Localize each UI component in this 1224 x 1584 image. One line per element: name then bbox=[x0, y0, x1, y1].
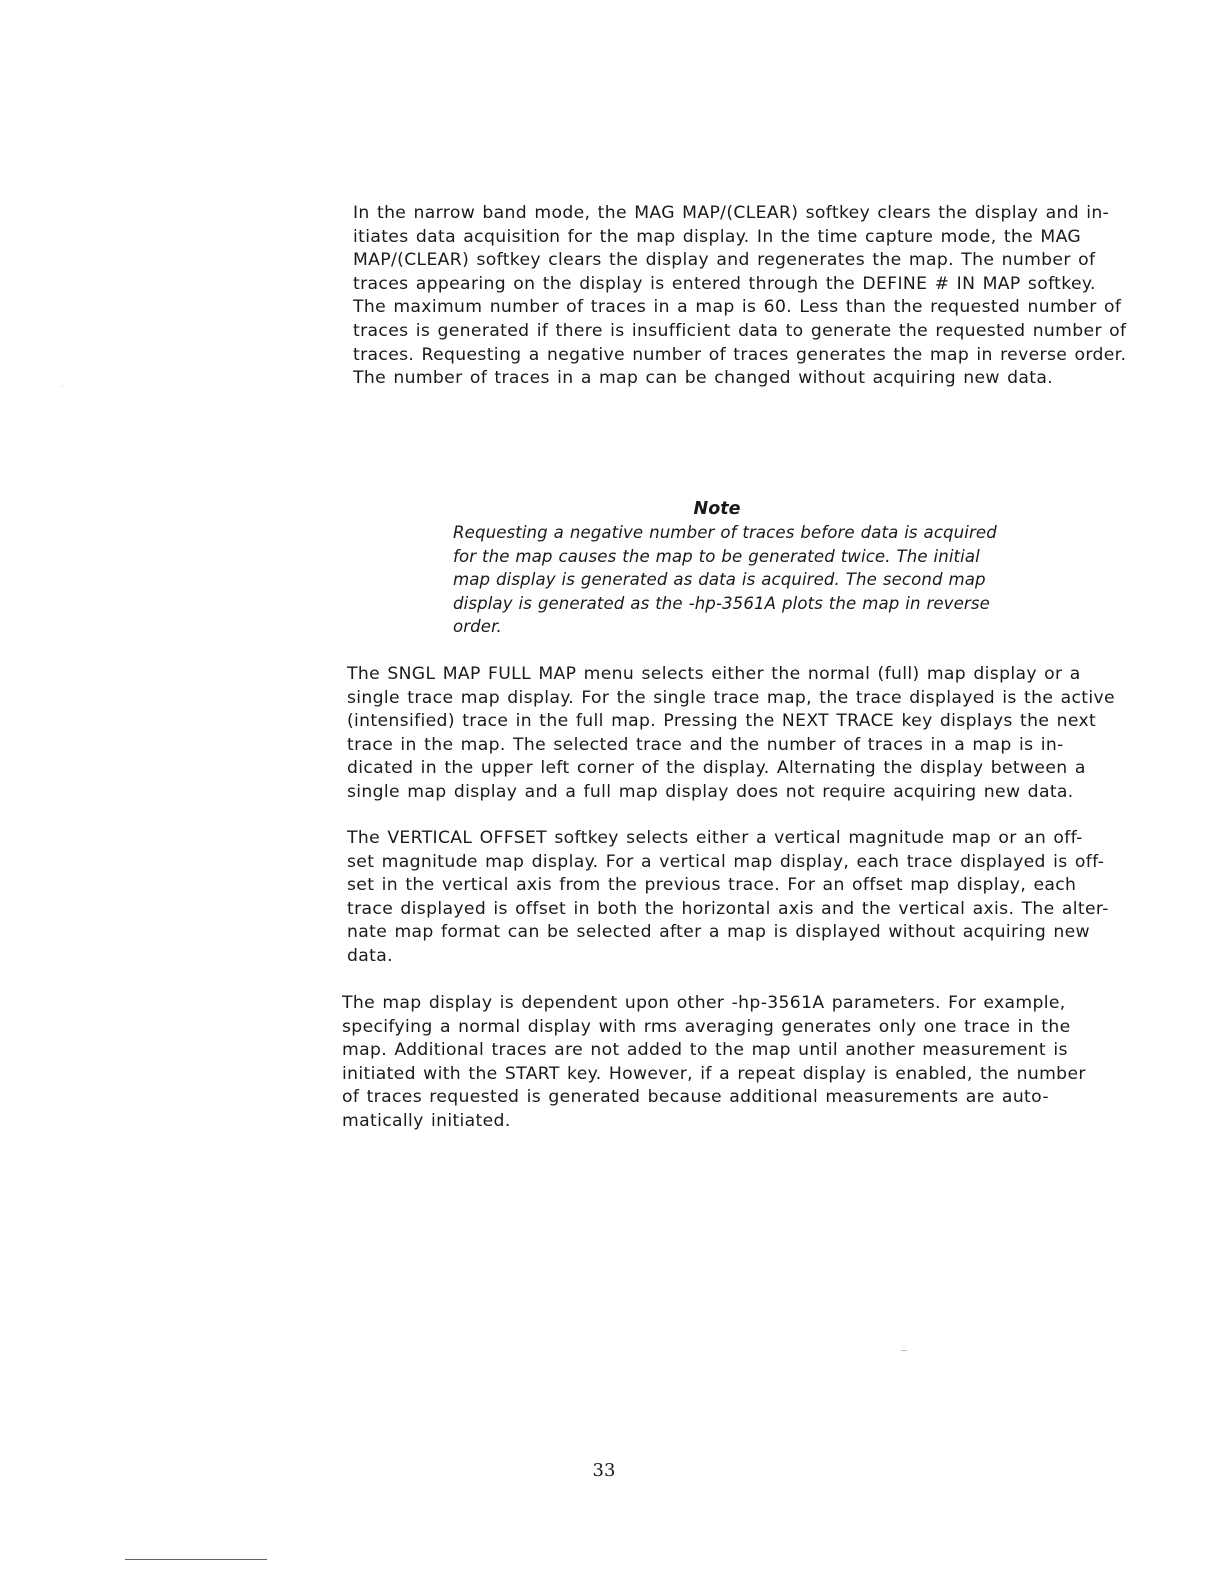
text-line: itiates data acquisition for the map display. In the time capture mode, the MAG bbox=[353, 226, 1082, 247]
text-line: traces is generated if there is insufficient data to generate the requested number of bbox=[353, 320, 1127, 341]
text-line: single trace map display. For the single trace map, the trace displayed is the active bbox=[347, 687, 1115, 708]
text-line: nate map format can be selected after a map is displayed without acquiring new bbox=[347, 922, 1090, 943]
text-line: initiated with the START key. However, if a repeat display is enabled, the number bbox=[342, 1063, 1086, 1084]
text-line: trace in the map. The selected trace and the number of traces in a map is in- bbox=[347, 734, 1064, 755]
text-line: single map display and a full map display does not require acquiring new data. bbox=[347, 781, 1074, 802]
text-line: traces. Requesting a negative number of traces generates the map in reverse order. bbox=[353, 344, 1127, 365]
note-line: order. bbox=[453, 617, 502, 637]
note-block bbox=[453, 497, 1013, 639]
text-line: The number of traces in a map can be changed without acquiring new data. bbox=[353, 368, 1054, 389]
note-title: Note bbox=[693, 499, 741, 519]
text-line: (intensified) trace in the full map. Pressing the NEXT TRACE key displays the next bbox=[347, 711, 1097, 732]
text-line: map. Additional traces are not added to the map until another measurement is bbox=[342, 1040, 1068, 1061]
text-line: of traces requested is generated because additional measurements are auto- bbox=[342, 1087, 1049, 1108]
text-line: set magnitude map display. For a vertical map display, each trace displayed is off- bbox=[347, 851, 1105, 872]
bottom-divider bbox=[125, 1559, 267, 1560]
text-line: The maximum number of traces in a map is 60. Less than the requested number of bbox=[353, 297, 1122, 318]
scan-speck bbox=[901, 1350, 907, 1351]
text-line: The SNGL MAP FULL MAP menu selects either the normal (full) map display or a bbox=[347, 664, 1081, 684]
text-line: MAP/(CLEAR) softkey clears the display and regenerates the map. The number of bbox=[353, 250, 1096, 271]
text-line: matically initiated. bbox=[342, 1110, 511, 1131]
paragraph-map-clear bbox=[353, 202, 1126, 391]
note-body bbox=[453, 521, 1013, 639]
text-line: traces appearing on the display is entered through the DEFINE # IN MAP softkey. bbox=[353, 273, 1096, 294]
text-line: In the narrow band mode, the MAG MAP/(CLEAR) softkey clears the display and in- bbox=[353, 203, 1110, 223]
paragraph-vertical-offset bbox=[347, 827, 1109, 969]
note-line: map display is generated as data is acquired. The second map bbox=[453, 570, 986, 590]
text-line: dicated in the upper left corner of the display. Alternating the display between a bbox=[347, 758, 1086, 779]
note-line: for the map causes the map to be generated twice. The initial bbox=[453, 546, 980, 566]
text-line: set in the vertical axis from the previous trace. For an offset map display, each bbox=[347, 875, 1077, 896]
note-line: Requesting a negative number of traces before data is acquired bbox=[453, 523, 997, 542]
text-line: data. bbox=[347, 945, 393, 966]
text-line: The map display is dependent upon other -hp-3561A parameters. For example, bbox=[342, 993, 1066, 1013]
note-line: display is generated as the -hp-3561A plots the map in reverse bbox=[453, 593, 990, 613]
text-line: specifying a normal display with rms averaging generates only one trace in the bbox=[342, 1016, 1071, 1037]
text-line: trace displayed is offset in both the horizontal axis and the vertical axis. The alter- bbox=[347, 898, 1109, 919]
paragraph-map-dependency bbox=[342, 992, 1086, 1134]
scan-speck bbox=[62, 385, 63, 387]
page-number: 33 bbox=[592, 1460, 616, 1481]
paragraph-sngl-map bbox=[347, 663, 1115, 805]
text-line: The VERTICAL OFFSET softkey selects either a vertical magnitude map or an off- bbox=[347, 828, 1083, 848]
